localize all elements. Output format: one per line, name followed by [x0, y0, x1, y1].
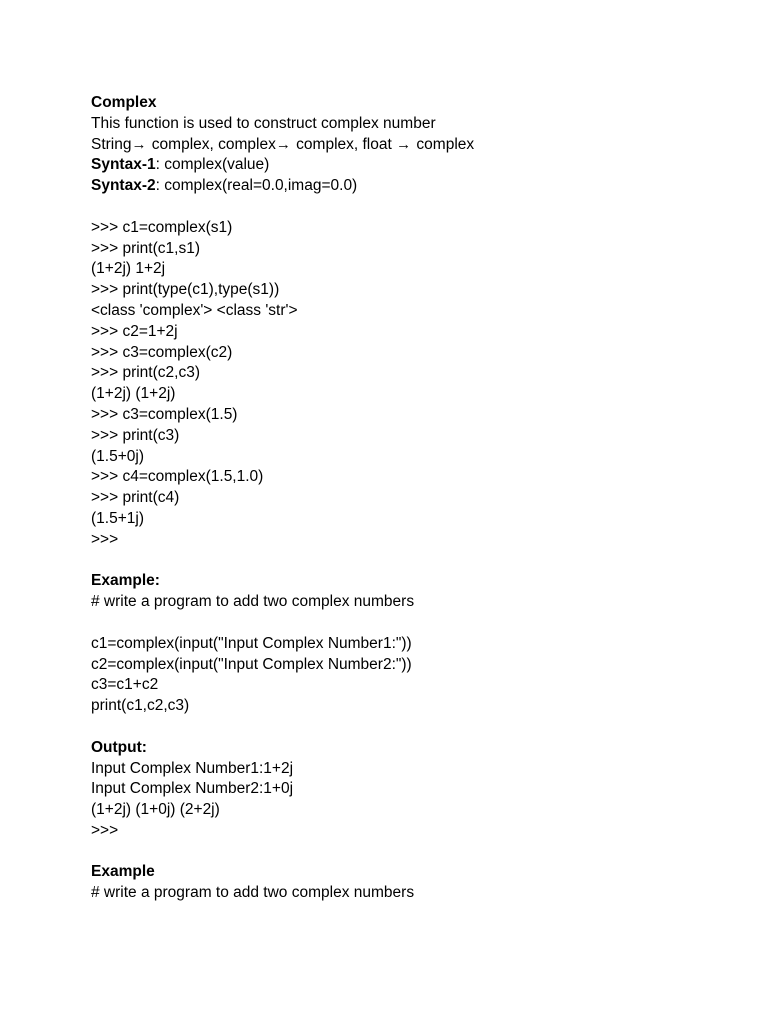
session-line: >>> print(c1,s1) — [91, 239, 200, 257]
spacer — [91, 717, 751, 738]
output-line: Input Complex Number1:1+2j — [91, 759, 294, 777]
session-line: >>> c4=complex(1.5,1.0) — [91, 468, 264, 486]
session-line: >>> print(c2,c3) — [91, 364, 200, 382]
syntax-2-text: : complex(real=0.0,imag=0.0) — [155, 177, 358, 195]
example-2-comment: # write a program to add two complex numbers — [91, 884, 415, 902]
syntax-1-text: : complex(value) — [155, 156, 270, 174]
right-arrow-icon: → — [275, 135, 291, 153]
conversion-part: complex, complex — [147, 135, 276, 153]
output-line: >>> — [91, 821, 119, 839]
session-line: >>> — [91, 530, 119, 548]
session-line: >>> c3=complex(c2) — [91, 343, 233, 361]
example-1-comment: # write a program to add two complex numbers — [91, 593, 415, 611]
example-1-label: Example: — [91, 572, 160, 590]
session-line: >>> c2=1+2j — [91, 322, 178, 340]
session-line: <class 'complex'> <class 'str'> — [91, 301, 298, 319]
output-label: Output: — [91, 738, 147, 756]
session-line: >>> print(c4) — [91, 489, 180, 507]
session-line: >>> c3=complex(1.5) — [91, 405, 238, 423]
syntax-2-line — [91, 176, 751, 197]
session-line: (1.5+0j) — [91, 447, 144, 465]
intro-text: This function is used to construct complex number — [91, 114, 436, 132]
session-line: >>> print(c3) — [91, 426, 180, 444]
code-line: c1=complex(input("Input Complex Number1:")) — [91, 634, 412, 652]
interactive-session — [91, 218, 751, 551]
spacer — [91, 551, 751, 572]
conversion-part: String — [91, 135, 132, 153]
session-line: >>> c1=complex(s1) — [91, 218, 233, 236]
example-1-code — [91, 634, 751, 717]
conversion-part: complex — [412, 135, 475, 153]
example-2-label: Example — [91, 863, 155, 881]
right-arrow-icon: → — [396, 135, 412, 153]
output-line: Input Complex Number2:1+0j — [91, 780, 294, 798]
syntax-2-label: Syntax-2 — [91, 177, 156, 195]
syntax-1-line — [91, 155, 751, 176]
session-line: >>> print(type(c1),type(s1)) — [91, 281, 280, 299]
syntax-1-label: Syntax-1 — [91, 156, 156, 174]
session-line: (1+2j) 1+2j — [91, 260, 166, 278]
document-page — [91, 93, 751, 904]
spacer — [91, 613, 751, 634]
right-arrow-icon: → — [131, 135, 147, 153]
section-heading: Complex — [91, 94, 157, 111]
spacer — [91, 842, 751, 863]
output-line: (1+2j) (1+0j) (2+2j) — [91, 801, 220, 819]
conversion-line — [91, 135, 751, 156]
session-line: (1.5+1j) — [91, 509, 144, 527]
code-line: c2=complex(input("Input Complex Number2:")) — [91, 655, 412, 673]
code-line: c3=c1+c2 — [91, 676, 159, 694]
conversion-part: complex, float — [291, 135, 397, 153]
session-line: (1+2j) (1+2j) — [91, 385, 176, 403]
output-block — [91, 759, 751, 842]
code-line: print(c1,c2,c3) — [91, 697, 190, 715]
spacer — [91, 197, 751, 218]
